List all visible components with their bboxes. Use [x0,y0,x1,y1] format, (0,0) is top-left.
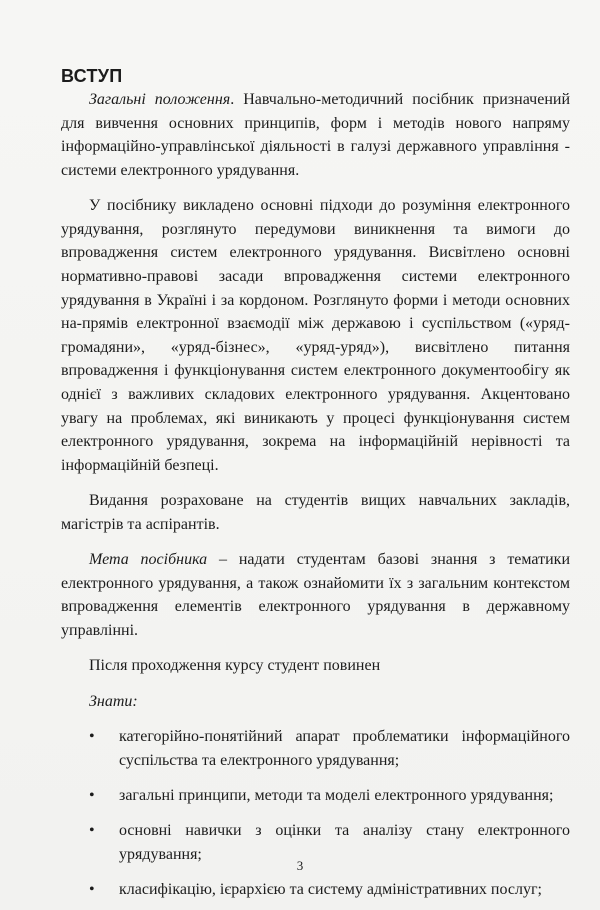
audience-paragraph: Видання розраховане на студентів вищих навчальних закладів, магістрів та аспірантів. [61,492,570,533]
list-item [61,725,570,772]
goal-paragraph [61,548,570,642]
intro-label: Загальні положення [89,91,231,108]
goal-text: – надати студентам базові знання з тематики електронного урядування, а також ознайомити їх з загальним контекстом впровадження елементів електронного урядування в державному управлінні. [61,551,571,639]
bullet-icon: • [89,822,95,840]
intro-paragraph [61,88,570,182]
list-item [61,878,570,902]
body-text [61,88,570,902]
list-item-text: загальні принципи, методи та моделі електронного урядування; [119,787,554,805]
list-item-text: основні навички з оцінки та аналізу стану електронного урядування; [119,822,570,863]
bullet-icon: • [89,728,95,746]
goal-label: Мета посібника [89,551,208,569]
description-paragraph: У посібнику викладено основні підходи до розуміння електронного урядування, розглянуто передумови виникнення та вимоги до впровадження систем електронного урядування. Висвітлено основні нормативно-правові засади впровадження системи електронного урядування в Україні і за кордоном. Розглянуто форми і методи основних на-прямів електронної взаємодії між державою і суспільством («уряд-громадяни», «уряд-бізнес», «уряд-уряд»), висвітлено питання впровадження і функціонування систем електронного документообігу як однієї з важливих складових електронного урядування. Акцентовано увагу на проблемах, які виникають у процесі функціонування систем електронного урядування, зокрема на інформаційній нерівності та інформаційній безпеці. [61,197,570,474]
list-item-text: класифікацію, ієрархією та систему адміністративних послуг; [119,881,542,899]
list-item [61,784,570,808]
list-item-text: категорійно-понятійний апарат проблематики інформаційного суспільства та електронного урядування; [119,728,570,769]
section-heading: ВСТУП [61,66,123,86]
after-course-paragraph: Після проходження курсу студент повинен [89,657,381,675]
bullet-icon: • [89,787,95,805]
page-number: 3 [296,858,304,873]
know-label: Знати: [89,692,138,710]
intro-text: . Навчально-методичний посібник призначений для вивчення основних принципів, форм і методів нового напряму інформаційно-управлінської діяльності в галузі державного управління - системи електронного урядування. [61,91,571,179]
knowledge-list [61,725,570,902]
bullet-icon: • [89,881,95,899]
